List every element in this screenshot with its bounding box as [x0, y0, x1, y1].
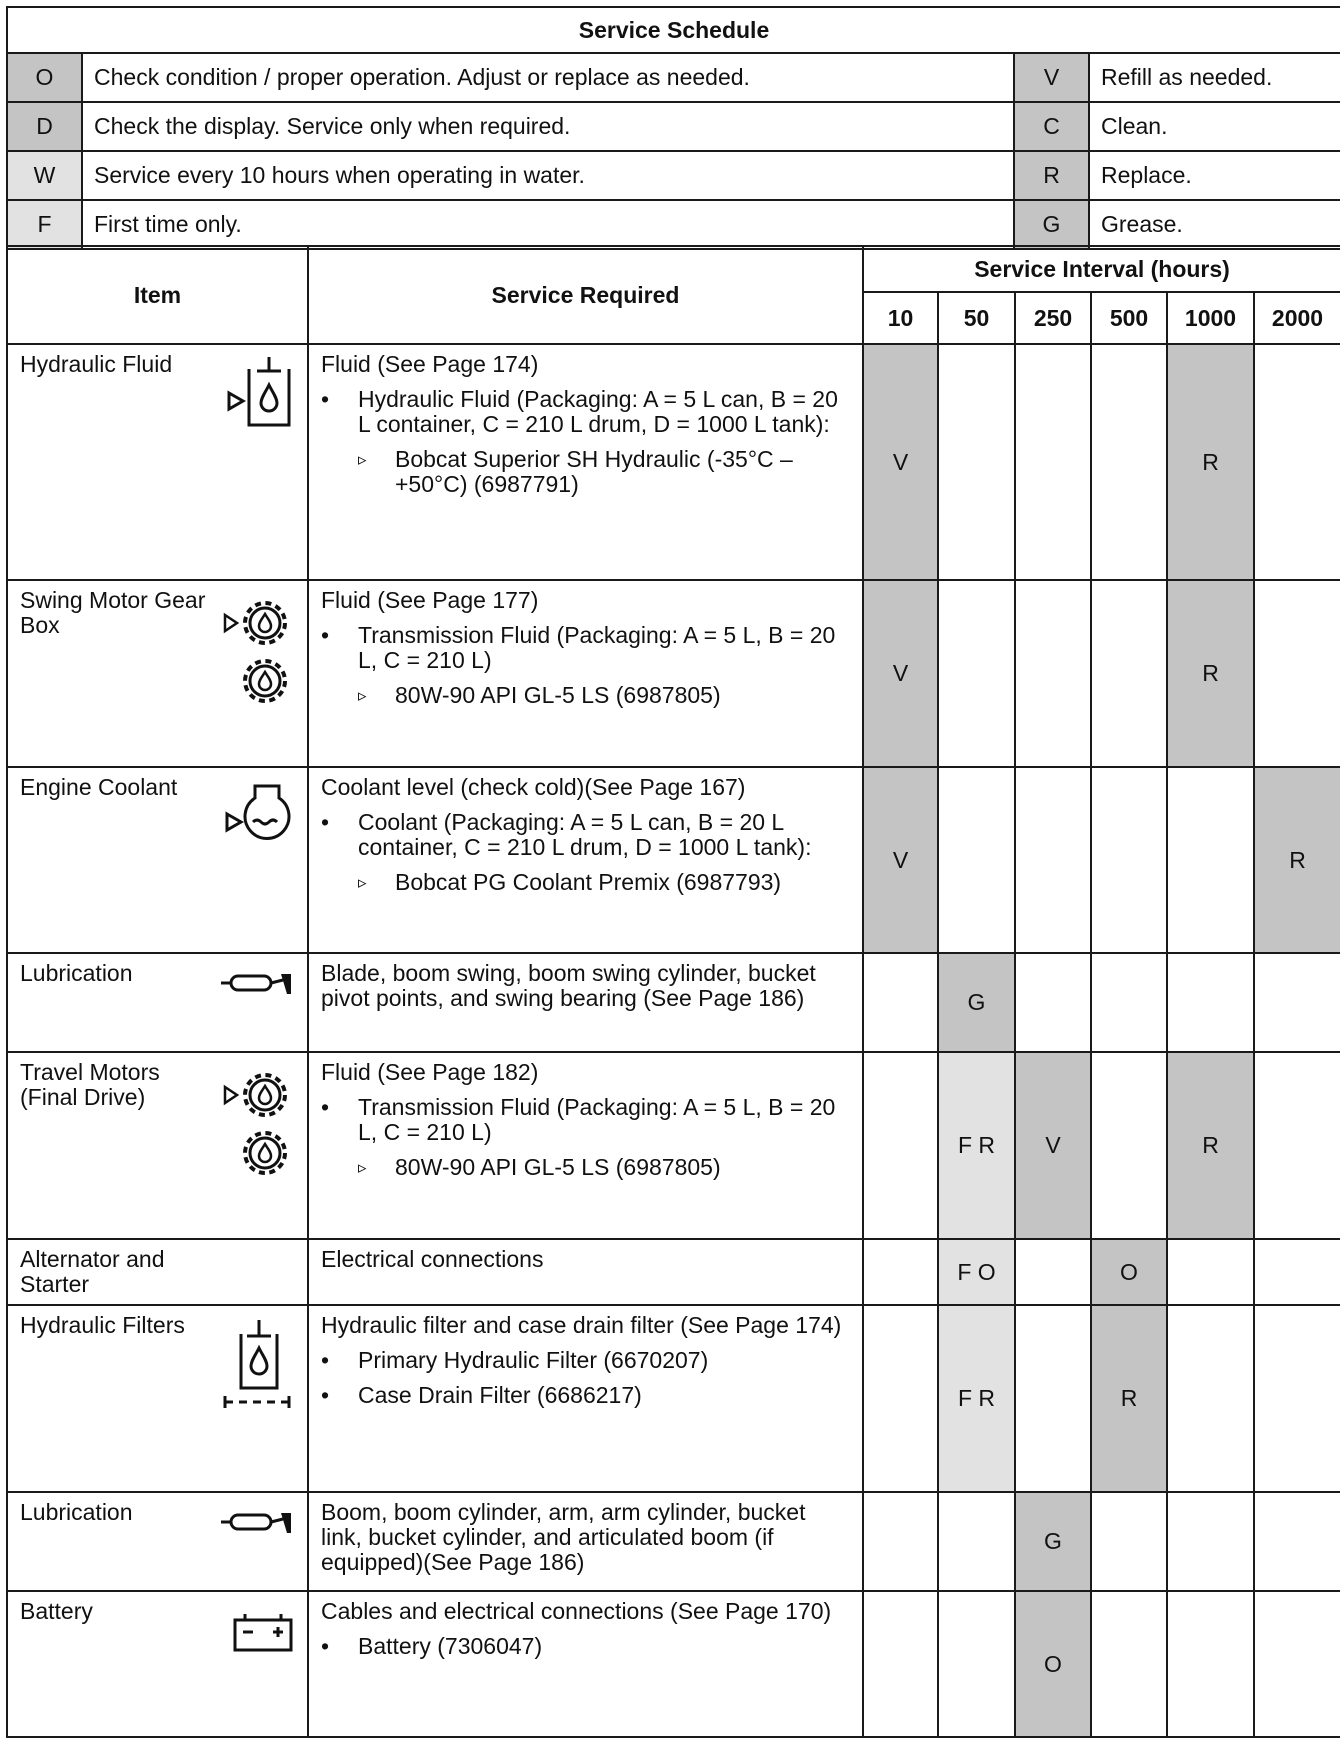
interval-mark	[1091, 1492, 1167, 1591]
interval-mark	[863, 1052, 938, 1239]
header-service-interval: Service Interval (hours)	[863, 246, 1340, 292]
service-text: Boom, boom cylinder, arm, arm cylinder, bucket link, bucket cylinder, and articulated boom (if equipped)(See Page 186)	[321, 1499, 806, 1575]
table-row	[7, 1239, 1340, 1305]
interval-mark: V	[1015, 1052, 1091, 1239]
interval-mark: F R	[938, 1305, 1015, 1492]
interval-mark	[863, 1591, 938, 1737]
interval-mark: O	[1091, 1239, 1167, 1305]
service-bullet-list	[321, 810, 850, 895]
header-item: Item	[7, 246, 308, 344]
header-interval: 50	[938, 292, 1015, 344]
item-name: Battery	[20, 1598, 93, 1624]
table-row	[7, 767, 1340, 953]
service-text: Electrical connections	[321, 1246, 544, 1272]
legend-desc: Service every 10 hours when operating in water.	[82, 151, 1014, 200]
interval-mark	[1167, 953, 1254, 1052]
item-name: Lubrication	[20, 1499, 133, 1525]
item-name: Hydraulic Filters	[20, 1312, 185, 1338]
service-required-cell	[308, 1052, 863, 1239]
service-text: Cables and electrical connections (See Page 170)	[321, 1598, 832, 1624]
legend-code: R	[1014, 151, 1089, 200]
service-sub-wrapper	[321, 1155, 850, 1180]
service-text: Hydraulic filter and case drain filter (See Page 174)	[321, 1312, 842, 1338]
header-interval: 500	[1091, 292, 1167, 344]
service-bullet: • Primary Hydraulic Filter (6670207)	[321, 1348, 850, 1373]
service-bullet: • Transmission Fluid (Packaging: A = 5 L, B = 20 L, C = 210 L)	[321, 1095, 850, 1145]
interval-mark	[1167, 1492, 1254, 1591]
interval-mark	[1254, 580, 1340, 767]
item-cell	[7, 580, 308, 767]
interval-mark: V	[863, 580, 938, 767]
interval-mark	[1015, 953, 1091, 1052]
interval-mark	[938, 1591, 1015, 1737]
service-text: Coolant level (check cold)(See Page 167)	[321, 774, 746, 800]
service-bullet: • Case Drain Filter (6686217)	[321, 1383, 850, 1408]
legend-code: W	[7, 151, 82, 200]
hydraulic-fluid-icon	[225, 355, 295, 436]
interval-mark	[1254, 344, 1340, 580]
legend-desc: Grease.	[1089, 200, 1340, 249]
interval-mark	[863, 953, 938, 1052]
legend-code: G	[1014, 200, 1089, 249]
table-row	[7, 1492, 1340, 1591]
service-sub-wrapper	[321, 870, 850, 895]
interval-mark	[1091, 1591, 1167, 1737]
interval-mark: G	[1015, 1492, 1091, 1591]
service-bullet-list	[321, 1634, 850, 1659]
service-sub-wrapper	[321, 683, 850, 708]
service-bullet: • Battery (7306047)	[321, 1634, 850, 1659]
item-name: Engine Coolant	[20, 774, 178, 800]
service-text: Fluid (See Page 177)	[321, 587, 539, 613]
header-interval: 2000	[1254, 292, 1340, 344]
page-title: Service Schedule	[7, 7, 1340, 53]
service-schedule-table	[6, 245, 1340, 1738]
service-required-cell	[308, 1239, 863, 1305]
interval-mark: V	[863, 344, 938, 580]
service-text: Blade, boom swing, boom swing cylinder, bucket pivot points, and swing bearing (See Page 186)	[321, 960, 816, 1011]
interval-mark	[1254, 1591, 1340, 1737]
table-row	[7, 953, 1340, 1052]
legend-desc: Check the display. Service only when required.	[82, 102, 1014, 151]
interval-mark	[1254, 1305, 1340, 1492]
interval-mark: G	[938, 953, 1015, 1052]
service-sub-list	[358, 1155, 850, 1180]
legend-row	[7, 53, 1340, 102]
interval-mark	[1254, 1492, 1340, 1591]
interval-mark	[1015, 580, 1091, 767]
service-required-cell	[308, 1305, 863, 1492]
interval-mark: R	[1167, 344, 1254, 580]
interval-mark	[1091, 953, 1167, 1052]
item-cell	[7, 767, 308, 953]
legend-code: V	[1014, 53, 1089, 102]
service-bullet-list	[321, 1095, 850, 1180]
service-sub-list	[358, 870, 850, 895]
service-bullet-list	[321, 623, 850, 708]
service-bullet-list	[321, 387, 850, 497]
interval-mark: F O	[938, 1239, 1015, 1305]
item-cell	[7, 1305, 308, 1492]
service-required-cell	[308, 580, 863, 767]
interval-mark	[1091, 767, 1167, 953]
service-sub-bullet: ▹ 80W-90 API GL-5 LS (6987805)	[358, 1155, 850, 1180]
interval-mark	[938, 1492, 1015, 1591]
interval-mark: O	[1015, 1591, 1091, 1737]
interval-mark	[1091, 1052, 1167, 1239]
item-cell	[7, 344, 308, 580]
interval-mark	[1091, 344, 1167, 580]
item-name: Lubrication	[20, 960, 133, 986]
service-required-cell	[308, 1591, 863, 1737]
service-sub-wrapper	[321, 447, 850, 497]
interval-mark	[863, 1239, 938, 1305]
interval-mark: V	[863, 767, 938, 953]
header-interval: 10	[863, 292, 938, 344]
table-row	[7, 580, 1340, 767]
legend-code: O	[7, 53, 82, 102]
interval-mark	[938, 344, 1015, 580]
legend-row	[7, 200, 1340, 249]
item-cell	[7, 953, 308, 1052]
item-name: Travel Motors (Final Drive)	[20, 1059, 160, 1110]
item-name: Swing Motor Gear Box	[20, 587, 206, 638]
legend-row	[7, 102, 1340, 151]
interval-mark	[1015, 1239, 1091, 1305]
item-name: Hydraulic Fluid	[20, 351, 173, 377]
legend-desc: Check condition / proper operation. Adjust or replace as needed.	[82, 53, 1014, 102]
table-row	[7, 1591, 1340, 1737]
legend-desc: First time only.	[82, 200, 1014, 249]
legend-code: C	[1014, 102, 1089, 151]
table-row	[7, 1052, 1340, 1239]
interval-mark	[1254, 953, 1340, 1052]
battery-icon	[231, 1610, 295, 1659]
item-cell	[7, 1052, 308, 1239]
interval-mark	[863, 1305, 938, 1492]
service-bullet: • Transmission Fluid (Packaging: A = 5 L, B = 20 L, C = 210 L)	[321, 623, 850, 673]
header-interval: 1000	[1167, 292, 1254, 344]
grease-gun-icon	[219, 1507, 295, 1542]
interval-mark	[1254, 1239, 1340, 1305]
interval-mark	[1015, 767, 1091, 953]
service-required-cell	[308, 953, 863, 1052]
legend-desc: Refill as needed.	[1089, 53, 1340, 102]
service-text: Fluid (See Page 174)	[321, 351, 539, 377]
interval-mark	[1167, 1239, 1254, 1305]
interval-mark	[1015, 344, 1091, 580]
interval-mark: R	[1167, 580, 1254, 767]
service-required-cell	[308, 344, 863, 580]
interval-mark	[1091, 580, 1167, 767]
interval-mark: R	[1254, 767, 1340, 953]
legend-code: D	[7, 102, 82, 151]
service-sub-bullet: ▹ Bobcat Superior SH Hydraulic (-35°C – +50°C) (6987791)	[358, 447, 850, 497]
grease-gun-icon	[219, 968, 295, 1003]
table-row	[7, 1305, 1340, 1492]
hydraulic-filter-icon	[219, 1316, 295, 1417]
item-cell	[7, 1492, 308, 1591]
legend-desc: Clean.	[1089, 102, 1340, 151]
interval-mark	[1167, 1591, 1254, 1737]
coolant-icon	[223, 778, 295, 857]
service-bullet-list	[321, 1348, 850, 1408]
interval-mark: R	[1167, 1052, 1254, 1239]
interval-mark	[1254, 1052, 1340, 1239]
interval-mark: R	[1091, 1305, 1167, 1492]
service-bullet: • Coolant (Packaging: A = 5 L can, B = 20 L container, C = 210 L drum, D = 1000 L tank):	[321, 810, 850, 860]
item-name: Alternator and Starter	[20, 1246, 165, 1297]
item-cell	[7, 1591, 308, 1737]
gearbox-fluid-icon	[221, 591, 295, 714]
interval-mark	[863, 1492, 938, 1591]
service-bullet: • Hydraulic Fluid (Packaging: A = 5 L can, B = 20 L container, C = 210 L drum, D = 1000 L tank):	[321, 387, 850, 437]
service-text: Fluid (See Page 182)	[321, 1059, 539, 1085]
legend-row	[7, 151, 1340, 200]
item-cell	[7, 1239, 308, 1305]
interval-mark: F R	[938, 1052, 1015, 1239]
legend-desc: Replace.	[1089, 151, 1340, 200]
interval-mark	[1015, 1305, 1091, 1492]
legend-table	[6, 6, 1340, 250]
interval-mark	[1167, 1305, 1254, 1492]
service-required-cell	[308, 767, 863, 953]
interval-mark	[938, 580, 1015, 767]
interval-mark	[938, 767, 1015, 953]
interval-mark	[1167, 767, 1254, 953]
service-sub-list	[358, 447, 850, 497]
service-sub-bullet: ▹ Bobcat PG Coolant Premix (6987793)	[358, 870, 850, 895]
table-row	[7, 344, 1340, 580]
header-service-required: Service Required	[308, 246, 863, 344]
service-sub-list	[358, 683, 850, 708]
service-required-cell	[308, 1492, 863, 1591]
legend-code: F	[7, 200, 82, 249]
gearbox-fluid-icon	[221, 1063, 295, 1186]
service-sub-bullet: ▹ 80W-90 API GL-5 LS (6987805)	[358, 683, 850, 708]
header-interval: 250	[1015, 292, 1091, 344]
